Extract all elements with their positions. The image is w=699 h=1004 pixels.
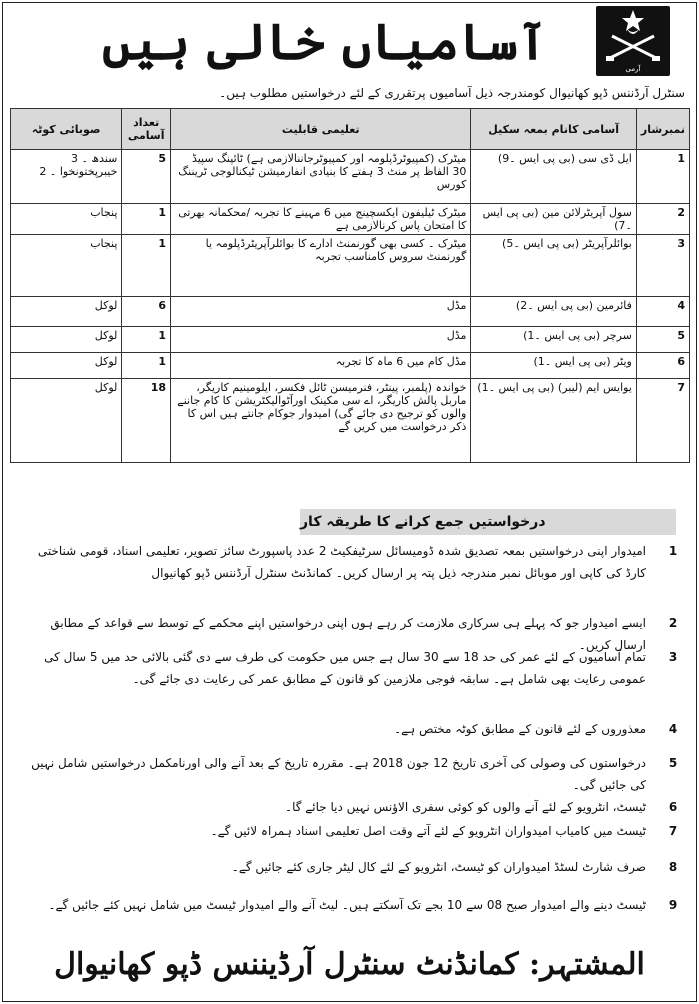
rule-number: 8 xyxy=(668,860,678,874)
rule-text: صرف شارٹ لسٹڈ امیدواران کو ٹیسٹ، انٹرویو کے لئے کال لیٹر جاری کئے جائیں گے۔ xyxy=(231,860,646,874)
row-serial: 3 xyxy=(636,235,689,297)
row-post: بوائلرآپریٹر (بی پی ایس ۔5) xyxy=(471,235,637,297)
row-quota: لوکل xyxy=(11,327,122,353)
row-quota xyxy=(11,150,122,204)
rule-text: امیدوار اپنی درخواستیں بمعہ تصدیق شدہ ڈومیسائل سرٹیفکیٹ 2 عدد پاسپورٹ سائز تصویر، تعلیمی اسناد، قومی شناختی کارڈ کی کاپی اور موبائل نمبر مندرجہ ذیل پتہ پر ارسال کریں۔ کمانڈنٹ سنٹرل آرڈننس ڈپو کھانیوال xyxy=(37,544,646,580)
vacancy-table xyxy=(10,108,690,463)
rule-text: تمام آسامیوں کے لئے عمر کی حد 18 سے 30 سال ہے جس میں حکومت کی طرف سے دی گئی بالائی حد میں 5 سال کی عمومی رعایت بھی شامل ہے۔ سابقہ فوجی ملازمین کو قانون کے مطابق عمر کی رعایت دی جائے گی۔ xyxy=(44,650,646,686)
row-post: ویٹر (بی پی ایس ۔1) xyxy=(471,353,637,379)
table-row xyxy=(11,353,690,379)
col-serial: نمبرشار xyxy=(636,109,689,150)
rule-number: 9 xyxy=(668,898,678,912)
table-row xyxy=(11,297,690,327)
row-qualification: خواندہ (پلمبر، پینٹر، فنرمیسن ٹائل فکسر، ایلومینیم کاریگر، ماربل پالش کاریگر، اے سی مکینک اورآٹوالیکٹریشن کا کام جاننے والوں کو ترجیح دی جائے گی) امیدوار جوکام جانتے ہیں اس کا ذکر درخواست میں کریں گے xyxy=(171,379,471,463)
rule-text: معذوروں کے لئے قانون کے مطابق کوٹہ مختص ہے۔ xyxy=(394,722,646,736)
row-qualification: میٹرک ۔ کسی بھی گورنمنٹ ادارے کا بوائلرآپریٹرڈپلومہ یا گورنمنٹ سروس کامناسب تجربہ xyxy=(171,235,471,297)
row-count: 6 xyxy=(122,297,171,327)
table-row xyxy=(11,327,690,353)
page-title: آسامیاں خالی ہیں xyxy=(102,11,547,71)
rule-number: 4 xyxy=(668,722,678,736)
rule-number: 1 xyxy=(668,544,678,558)
quota-line: سندھ ۔ 3 xyxy=(70,152,118,165)
rule-text: ایسے امیدوار جو کہ پہلے ہی سرکاری ملازمت کر رہے ہوں اپنی درخواستیں اپنے محکمے کے توسط سے قواعد کے مطابق ارسال کریں۔ xyxy=(50,616,646,652)
row-serial: 7 xyxy=(636,379,689,463)
rule-number: 5 xyxy=(668,756,678,770)
table-header-row xyxy=(11,109,690,150)
row-count: 1 xyxy=(122,327,171,353)
row-quota: لوکل xyxy=(11,353,122,379)
rule-number: 3 xyxy=(668,650,678,664)
row-post: فائرمین (بی پی ایس ۔2) xyxy=(471,297,637,327)
rule-text: ٹیسٹ میں کامیاب امیدواران انٹرویو کے لئے آتے وقت اصل تعلیمی اسناد ہمراہ لائیں گے۔ xyxy=(210,824,646,838)
rule-text: ٹیسٹ، انٹرویو کے لئے آنے والوں کو کوئی سفری الاؤنس نہیں دیا جائے گا۔ xyxy=(285,800,646,814)
rule-text: درخواستوں کی وصولی کی آخری تاریخ 12 جون 2018 ہے۔ مقررہ تاریخ کے بعد آنے والی اورنامکمل درخواستیں شامل نہیں کی جائیں گی۔ xyxy=(31,756,646,792)
rule-number: 2 xyxy=(668,616,678,630)
table-row xyxy=(11,150,690,204)
col-post: آسامی کانام بمعہ سکیل xyxy=(471,109,637,150)
col-quota: صوبائی کوٹہ xyxy=(11,109,122,150)
row-quota: پنجاب xyxy=(11,204,122,235)
row-count: 1 xyxy=(122,235,171,297)
row-serial: 4 xyxy=(636,297,689,327)
row-count: 18 xyxy=(122,379,171,463)
row-post: ایل ڈی سی (بی پی ایس ۔9) xyxy=(471,150,637,204)
row-serial: 1 xyxy=(636,150,689,204)
table-row xyxy=(11,379,690,463)
rule-number: 7 xyxy=(668,824,678,838)
advertiser-footer: المشتہر: کمانڈنٹ سنٹرل آرڈیننس ڈپو کھانیوال xyxy=(54,946,645,982)
col-count: تعداد آسامی xyxy=(122,109,171,150)
emblem-label: آرمی xyxy=(625,65,641,73)
row-quota: لوکل xyxy=(11,379,122,463)
col-qualification: تعلیمی قابلیت xyxy=(171,109,471,150)
row-post: یوایس ایم (لیبر) (بی پی ایس ۔1) xyxy=(471,379,637,463)
row-count: 5 xyxy=(122,150,171,204)
row-quota: لوکل xyxy=(11,297,122,327)
row-serial: 5 xyxy=(636,327,689,353)
row-count: 1 xyxy=(122,353,171,379)
row-qualification: میٹرک ٹیلیفون ایکسچینج میں 6 مہینے کا تجربہ /محکمانہ بھرتی کا امتحان پاس کرنالازمی ہے xyxy=(171,204,471,235)
application-method-heading: درخواستیں جمع کرانے کا طریقہ کار xyxy=(300,509,676,535)
row-serial: 2 xyxy=(636,204,689,235)
row-qualification: مڈل کام میں 6 ماہ کا تجربہ xyxy=(171,353,471,379)
intro-text: سنٹرل آرڈننس ڈپو کھانیوال کومندرجہ ذیل آسامیوں پرتقرری کے لئے درخواستیں مطلوب ہیں۔ xyxy=(219,86,685,100)
row-qualification: مڈل xyxy=(171,297,471,327)
quota-line: خیبرپختونخوا ۔ 2 xyxy=(39,165,118,178)
row-qualification: مڈل xyxy=(171,327,471,353)
rule-number: 6 xyxy=(668,800,678,814)
row-serial: 6 xyxy=(636,353,689,379)
table-row xyxy=(11,235,690,297)
rule-text: ٹیسٹ دینے والے امیدوار صبح 08 سے 10 بجے تک آسکتے ہیں۔ لیٹ آنے والے امیدوار ٹیسٹ میں شامل نہیں کئے جائیں گے۔ xyxy=(48,898,646,912)
row-post: سول آپریٹرلائن مین (بی پی ایس ۔7) xyxy=(471,204,637,235)
row-quota: پنجاب xyxy=(11,235,122,297)
row-post: سرچر (بی پی ایس ۔1) xyxy=(471,327,637,353)
row-count: 1 xyxy=(122,204,171,235)
army-emblem xyxy=(596,6,670,76)
table-row xyxy=(11,204,690,235)
row-qualification: میٹرک (کمپیوٹرڈپلومہ اور کمپیوٹرجاننالازمی ہے) ٹائپنگ سپیڈ 30 الفاظ پر منٹ 3 ہفتے کا بنیادی انفارمیشن ٹیکنالوجی ٹریننگ کورس xyxy=(171,150,471,204)
